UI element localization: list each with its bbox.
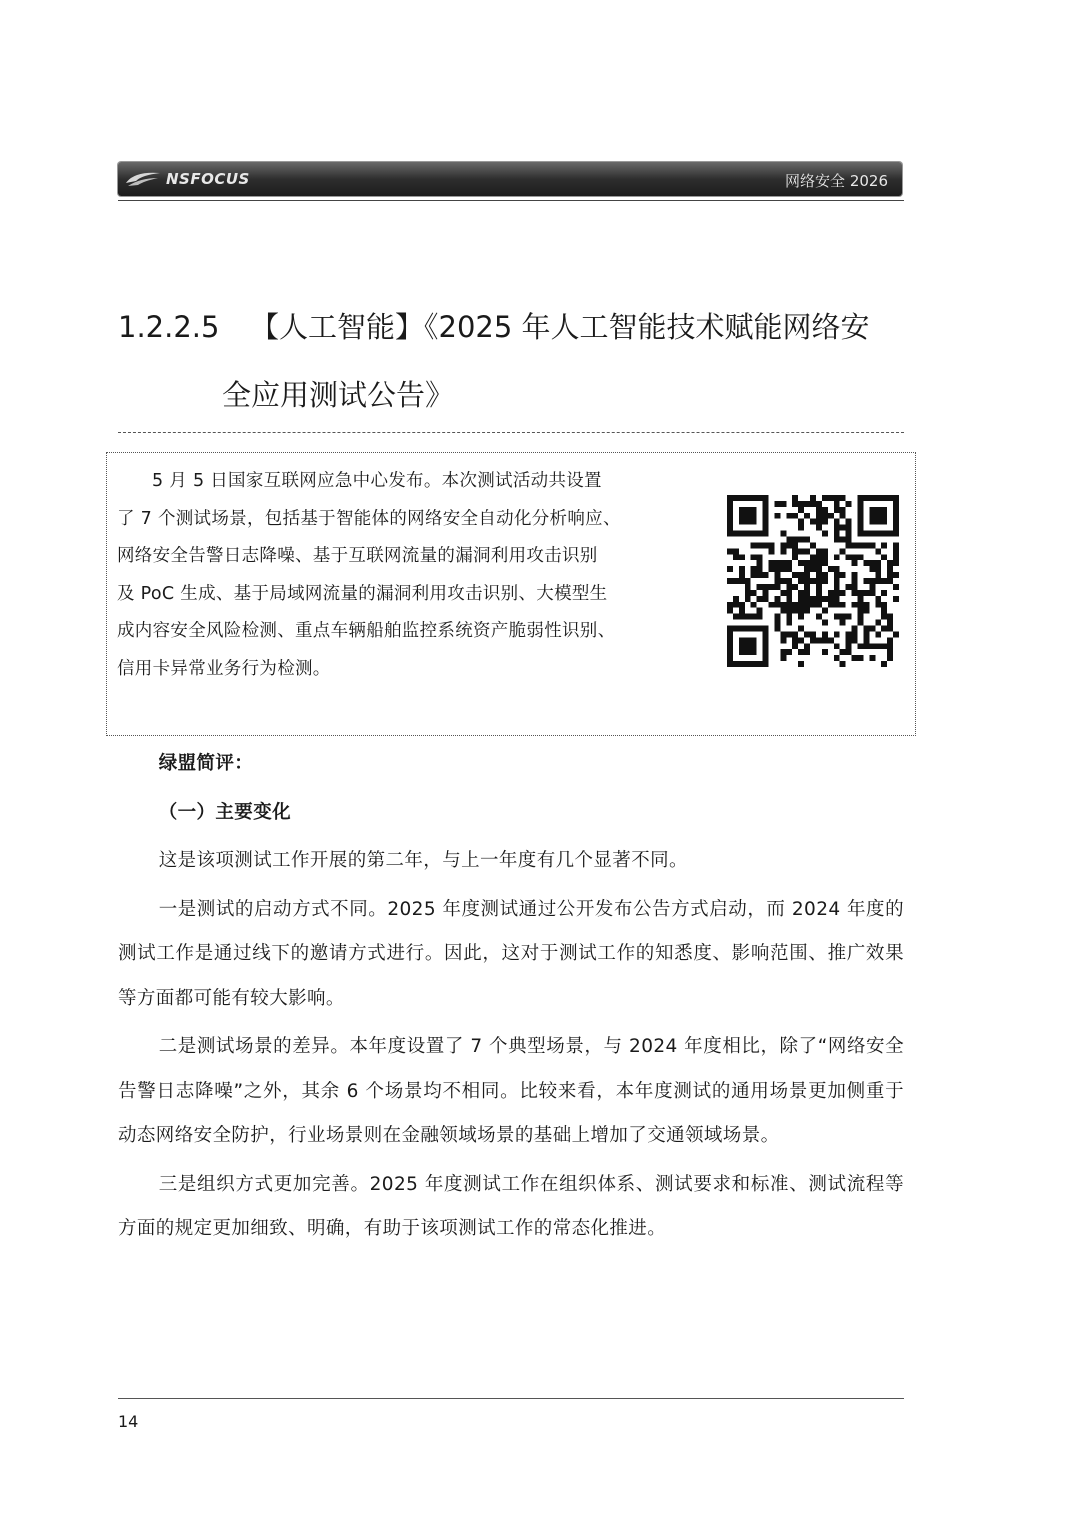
- summary-box: [106, 452, 916, 736]
- running-header: [118, 162, 902, 196]
- logo-swoosh-icon: [124, 169, 162, 189]
- title-line-2: 全应用测试公告》: [222, 378, 455, 412]
- nsfocus-logo: [124, 167, 250, 191]
- footer-rule: [118, 1398, 904, 1399]
- summary-line: 网络安全告警日志降噪、基于互联网流量的漏洞利用攻击识别: [117, 546, 598, 566]
- commentary-heading-block: [118, 742, 904, 1256]
- logo-text: NSFOCUS: [166, 170, 250, 188]
- dashed-divider: [118, 432, 904, 433]
- qr-code-icon: [727, 495, 899, 667]
- summary-line: 信用卡异常业务行为检测。: [117, 658, 331, 679]
- commentary-heading: 绿盟简评：: [158, 753, 254, 774]
- page-number: 14: [118, 1412, 139, 1431]
- section-title: [118, 307, 908, 412]
- commentary-paragraph: 二是测试场景的差异。本年度设置了 7 个典型场景，与 2024 年度相比，除了“网络安全告警日志降噪”之外，其余 6 个场景均不相同。比较来看，本年度测试的通用场景更加侧重于动态网络安全防护，行业场景则在金融领域场景的基础上增加了交通领域场景。: [118, 1036, 904, 1146]
- summary-text: [117, 463, 697, 688]
- commentary-paragraph: 三是组织方式更加完善。2025 年度测试工作在组织体系、测试要求和标准、测试流程等方面的规定更加细致、明确，有助于该项测试工作的常态化推进。: [118, 1173, 904, 1239]
- header-rule: [118, 200, 904, 201]
- header-title: 网络安全 2026: [785, 172, 888, 190]
- summary-line: 了 7 个测试场景，包括基于智能体的网络安全自动化分析响应、: [117, 508, 621, 529]
- summary-line: 5 月 5 日国家互联网应急中心发布。本次测试活动共设置: [152, 471, 602, 491]
- summary-line: 及 PoC 生成、基于局域网流量的漏洞利用攻击识别、大模型生: [117, 583, 608, 604]
- commentary-paragraph: 一是测试的启动方式不同。2025 年度测试通过公开发布公告方式启动，而 2024 年度的测试工作是通过线下的邀请方式进行。因此，这对于测试工作的知悉度、影响范围、推广效果等方面都可能有较大影响。: [118, 898, 904, 1009]
- section-number: 1.2.2.5: [118, 310, 220, 344]
- commentary-subheading: （一）主要变化: [158, 801, 291, 823]
- title-line-1: 【人工智能】《2025 年人工智能技术赋能网络安: [250, 310, 870, 344]
- commentary-paragraph: 这是该项测试工作开展的第二年，与上一年度有几个显著不同。: [158, 850, 688, 871]
- summary-line: 成内容安全风险检测、重点车辆船舶监控系统资产脆弱性识别、: [117, 621, 616, 641]
